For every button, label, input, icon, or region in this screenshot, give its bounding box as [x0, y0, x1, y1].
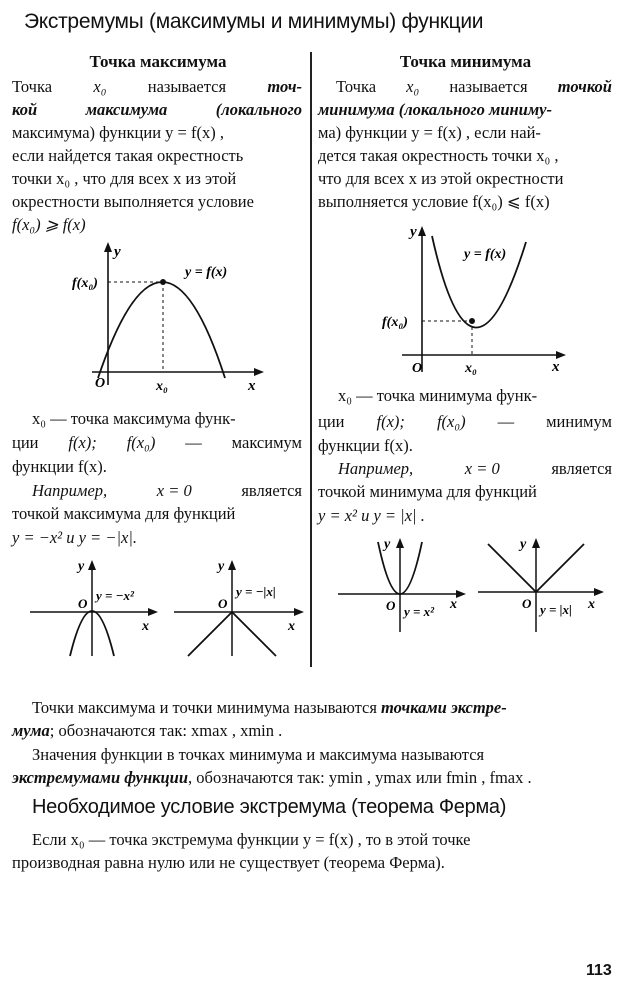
word: —	[185, 433, 202, 452]
fermat-heading: Необходимое условие экстремума (теорема Ферма)	[32, 796, 507, 818]
note-line: x₀ — точка максимума функ-	[32, 409, 236, 428]
graph-label: y = −x²	[96, 588, 134, 603]
x-label: x	[248, 378, 256, 394]
origin-label: O	[218, 596, 228, 611]
y-label: y	[410, 224, 417, 240]
curve-label: y = f(x)	[464, 247, 507, 262]
term: точками экстре-	[381, 698, 507, 717]
y-arrow	[228, 560, 236, 570]
x-arrow	[456, 590, 466, 598]
y-arrow	[418, 226, 426, 236]
text: Точки максимума и точки минимума называются	[32, 698, 377, 717]
term: экстремумами функции	[12, 768, 189, 787]
origin-label: O	[522, 596, 532, 611]
def-line: что для всех x из этой окрестности	[318, 169, 564, 188]
graph-label: y = −|x|	[236, 584, 276, 599]
y-label: y	[520, 537, 527, 552]
word: f(x₀)	[126, 433, 156, 452]
fx0-label: f(x₀)	[72, 276, 98, 291]
x-arrow	[294, 608, 304, 616]
word: —	[497, 412, 515, 431]
graph-neg-x2	[22, 556, 162, 658]
word: f(x₀)	[436, 412, 466, 431]
word: называется	[449, 77, 528, 96]
x-label: x	[588, 597, 595, 612]
word: x₀	[406, 77, 420, 96]
text: ; обозначаются так: xmax , xmin .	[49, 721, 283, 740]
def-line: если найдется такая окрестность	[12, 146, 244, 165]
def-line: дется такая окрестность точки x₀ ,	[318, 146, 559, 165]
x0-label: x₀	[465, 361, 477, 376]
term: точ-	[267, 77, 302, 96]
y-label: y	[218, 559, 225, 574]
x-label: x	[552, 359, 560, 375]
origin-label: O	[78, 596, 88, 611]
term: максимума	[85, 100, 168, 119]
word: является	[241, 481, 302, 500]
graph-x2	[332, 534, 472, 634]
def-line: окрестности выполняется условие	[12, 192, 254, 211]
y-arrow	[396, 538, 404, 548]
term: (локального	[215, 100, 302, 119]
example-line: y = x² и y = |x| .	[318, 506, 425, 525]
x0-label: x₀	[156, 379, 168, 394]
example-line: точкой максимума для функций	[12, 504, 236, 523]
note-line: функции f(x).	[12, 457, 107, 476]
def-line: выполняется условие f(x₀) ⩽ f(x)	[318, 192, 550, 211]
def-line: максимума) функции y = f(x) ,	[12, 123, 224, 142]
x-label: x	[142, 619, 149, 634]
term: кой	[12, 100, 38, 119]
graph-abs	[474, 534, 614, 634]
def-line: минимума (локального миниму-	[318, 100, 552, 119]
min-graph	[380, 222, 580, 377]
page-number: 113	[586, 962, 612, 979]
fermat-line: производная равна нулю или не существует (теорема Ферма).	[12, 853, 445, 872]
fx0-label: f(x₀)	[382, 315, 408, 330]
y-arrow	[88, 560, 96, 570]
example-line: y = −x² и y = −|x|.	[12, 528, 137, 547]
word: является	[551, 459, 612, 478]
word: Например,	[32, 481, 108, 500]
word: Точка	[12, 77, 53, 96]
word: Точка	[336, 77, 377, 96]
graph-neg-abs	[170, 556, 310, 658]
graph-label: y = x²	[404, 604, 435, 619]
word: x = 0	[464, 459, 500, 478]
x-arrow	[556, 351, 566, 359]
def-line: точки x₀ , что для всех x из этой	[12, 169, 237, 188]
note-line: x₀ — точка минимума функ-	[338, 386, 538, 405]
text: Значения функции в точках минимума и максимума называются	[32, 745, 485, 764]
column-divider	[310, 52, 312, 667]
max-condition: f(x₀) ⩾ f(x)	[12, 215, 86, 234]
x-arrow	[594, 588, 604, 596]
word: x₀	[93, 77, 107, 96]
text: , обозначаются так: ymin , ymax или fmin , fmax .	[188, 768, 532, 787]
x-arrow	[148, 608, 158, 616]
word: f(x);	[68, 433, 97, 452]
origin-label: O	[386, 598, 396, 613]
x-label: x	[288, 619, 295, 634]
example-line: точкой минимума для функций	[318, 482, 537, 501]
origin-label: O	[412, 361, 423, 376]
term: точкой	[557, 77, 612, 96]
note-line: функции f(x).	[318, 436, 413, 455]
min-point	[469, 318, 475, 324]
term: мума	[12, 721, 50, 740]
max-curve	[98, 282, 225, 378]
word: максимум	[231, 433, 302, 452]
origin-label: O	[95, 376, 106, 391]
word: f(x);	[376, 412, 405, 431]
x-label: x	[450, 597, 457, 612]
max-column-title: Точка максимума	[89, 52, 227, 71]
page-title: Экстремумы (максимумы и минимумы) функции	[24, 10, 484, 33]
y-arrow	[532, 538, 540, 548]
x-arrow	[254, 368, 264, 376]
min-column-title: Точка минимума	[399, 52, 532, 71]
word: ции	[318, 412, 345, 431]
y-label: y	[384, 537, 391, 552]
word: x = 0	[156, 481, 192, 500]
max-point	[160, 279, 166, 285]
y-label: y	[114, 244, 121, 260]
word: Например,	[338, 459, 414, 478]
curve-label: y = f(x)	[185, 265, 228, 280]
fermat-line: Если x₀ — точка экстремума функции y = f(x) , то в этой точке	[32, 830, 471, 849]
max-graph	[70, 240, 270, 400]
graph-label: y = |x|	[540, 602, 572, 617]
y-arrow	[104, 242, 112, 252]
word: ции	[12, 433, 39, 452]
def-line: ма) функции y = f(x) , если най-	[318, 123, 541, 142]
y-label: y	[78, 559, 85, 574]
word: называется	[147, 77, 227, 96]
word: минимум	[546, 412, 612, 431]
